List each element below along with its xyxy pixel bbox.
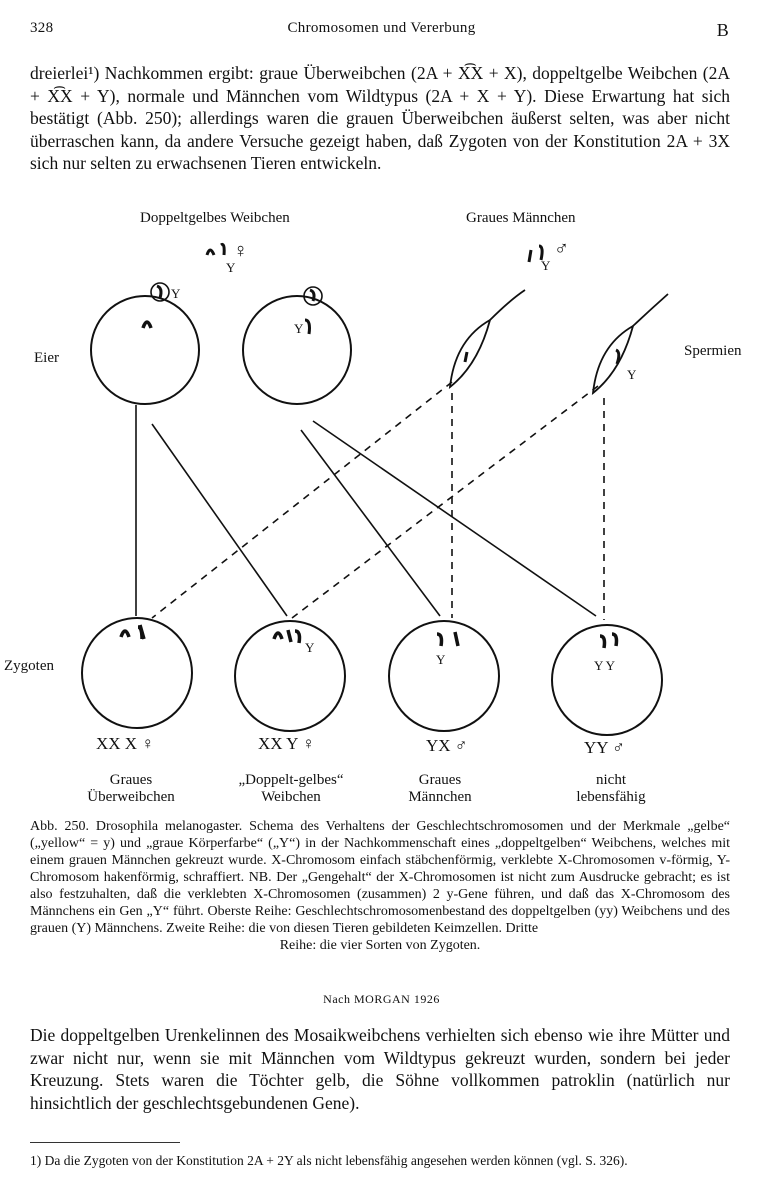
male-symbol: ♂ (554, 238, 569, 260)
egg-circle-1 (91, 296, 199, 404)
label-parent-female: Doppeltgelbes Weibchen (140, 210, 290, 226)
parent-female-chromosomes (207, 244, 224, 255)
zygote4-formula: YY ♂ (584, 738, 625, 757)
label-eggs: Eier (34, 350, 59, 366)
figure-caption (30, 818, 730, 954)
zygote2-y-label: Y (305, 640, 315, 655)
footnote: 1) Da die Zygoten von der Konstitution 2A + 2Y als nicht lebensfähig angesehen werden können (vgl. S. 326). (30, 1153, 628, 1168)
label-parent-male: Graues Männchen (466, 210, 576, 226)
zygote2-name: „Doppelt-gelbes“ Weibchen (238, 772, 344, 805)
figure-source: Nach MORGAN 1926 (323, 992, 440, 1006)
zygote3-y-label: Y (436, 652, 446, 667)
zygote-circle-1 (82, 618, 192, 728)
egg-circle-2 (243, 296, 351, 404)
zygote3-name: Graues Männchen (408, 772, 472, 805)
zygote1-formula: XX X ♀ (96, 734, 155, 753)
signature-mark: B (716, 20, 729, 40)
footnote-rule (30, 1142, 180, 1143)
sperm-1 (450, 290, 525, 387)
parent-female-y-label: Y (226, 260, 236, 275)
page-number: 328 (30, 20, 54, 36)
body-paragraph-1: dreierlei¹) Nachkommen ergibt: graue Überweibchen (2A + X͡X + X), doppeltgelbe Weibchen (2A + X͡X + Y), normale und Männchen vom Wildtypus (2A + X + Y). Diese Erwartung hat sich bestätigt (Abb. 250); allerdings waren die grauen Überweibchen äußerst selten, was aber nicht überraschen kann, da andere Versuche gezeigt haben, daß Zygoten von der Konstitution 2A + 3X sich nur selten zu erwachsenen Tieren entwickeln. (30, 63, 730, 174)
label-zygotes: Zygoten (4, 658, 54, 674)
caption-body: Abb. 250. Drosophila melanogaster. Schema des Verhaltens der Geschlechtschromosomen und der Merkmale „gelbe“ („yellow“ = y) und „graue Körperfarbe“ („Y“) in der Nachkommenschaft eines „doppeltgelben“ Weibchens, welches mit einem grauen Männchen gekreuzt wurde. X-Chromosom einfach stäbchenförmig, verklebte X-Chromosomen v-förmig, Y-Chromosom hakenförmig, schraffiert. NB. Der „Gengehalt“ der X-Chromosomen ist nicht zum Ausdrucke gebracht; es ist also festzuhalten, daß die verklebten X-Chromosomen (zusammen) 2 y-Gene führen, und daß das X-Chromosom des Männchens ein Gen „Y“ führt. Oberste Reihe: Geschlechtschromosomenbestand des doppeltgelben (yy) Weibchens und des grauen (Y) Männchens. Zweite Reihe: die von diesen Tieren gebildeten Keimzellen. Dritte (30, 819, 730, 936)
running-title: Chromosomen und Vererbung (287, 20, 476, 36)
zygote3-formula: YX ♂ (426, 736, 468, 755)
egg2-y-label: Y (294, 321, 304, 336)
egg1-y-label: Y (171, 286, 181, 301)
female-symbol: ♀ (233, 240, 248, 262)
sperm2-y-label: Y (627, 367, 637, 382)
zygote4-name: nicht lebensfähig (576, 772, 646, 805)
zygote-circle-3 (389, 621, 499, 731)
figure-250 (0, 200, 763, 820)
zygote4-y-label: Y Y (594, 658, 616, 673)
label-sperm: Spermien (684, 343, 742, 359)
caption-last-line: Reihe: die vier Sorten von Zygoten. (279, 938, 481, 953)
zygote2-formula: XX Y ♀ (258, 734, 315, 753)
body-paragraph-2: Die doppeltgelben Urenkelinnen des Mosaikweibchens verhielten sich ebenso wie ihre Mütter und zwar nicht nur, wenn sie mit Männchen vom Wildtypus gekreuzt wurden, sondern bei jeder Kreuzung. Stets waren die Töchter gelb, die Söhne vollkommen patroklin (natürlich nur hinsichtlich der geschlechtsgebundenen Gene). (30, 1025, 730, 1113)
parent-male-y-label: Y (541, 258, 551, 273)
cross-diagram (0, 200, 763, 820)
zygote1-name: Graues Überweibchen (87, 772, 175, 805)
zygote-circle-4 (552, 625, 662, 735)
